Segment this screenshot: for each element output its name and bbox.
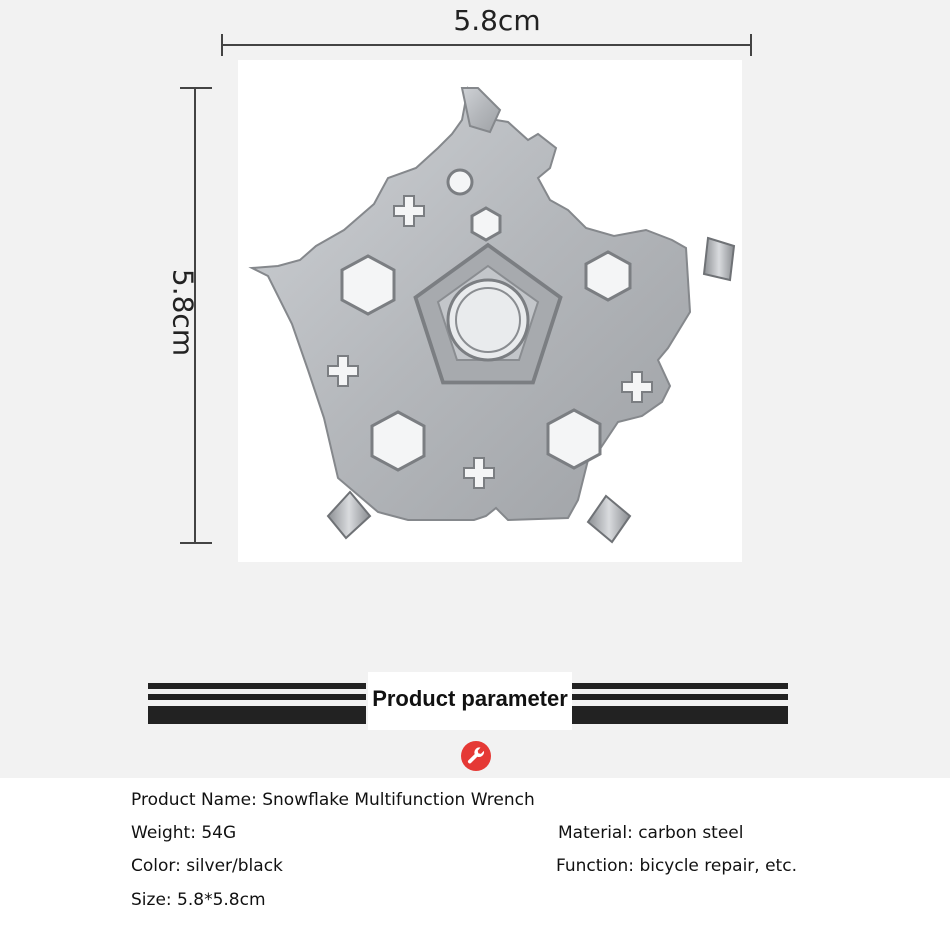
spec-size: Size: 5.8*5.8cm (131, 890, 266, 910)
banner-title: Product parameter (372, 686, 568, 711)
height-dimension-tick-bottom (180, 542, 212, 544)
width-dimension-label: 5.8cm (453, 4, 541, 37)
banner-stripe-right-3 (572, 706, 788, 724)
product-photo (238, 60, 742, 562)
spec-color: Color: silver/black (131, 856, 283, 876)
width-dimension-tick-left (221, 34, 223, 56)
width-dimension-tick-right (750, 34, 752, 56)
height-dimension-label: 5.8cm (166, 268, 200, 357)
spec-function: Function: bicycle repair, etc. (556, 856, 797, 876)
banner-stripe-right-1 (572, 683, 788, 689)
height-dimension-tick-top (180, 87, 212, 89)
snowflake-wrench-photo (238, 60, 742, 562)
width-dimension-line (222, 44, 752, 46)
banner-stripe-left-1 (148, 683, 366, 689)
spec-product-name: Product Name: Snowflake Multifunction Wrench (131, 790, 535, 810)
banner-stripe-right-2 (572, 694, 788, 700)
banner-stripe-left-3 (148, 706, 366, 724)
banner-stripe-left-2 (148, 694, 366, 700)
wrench-icon (460, 740, 492, 772)
spec-material: Material: carbon steel (558, 823, 744, 843)
spec-weight: Weight: 54G (131, 823, 237, 843)
